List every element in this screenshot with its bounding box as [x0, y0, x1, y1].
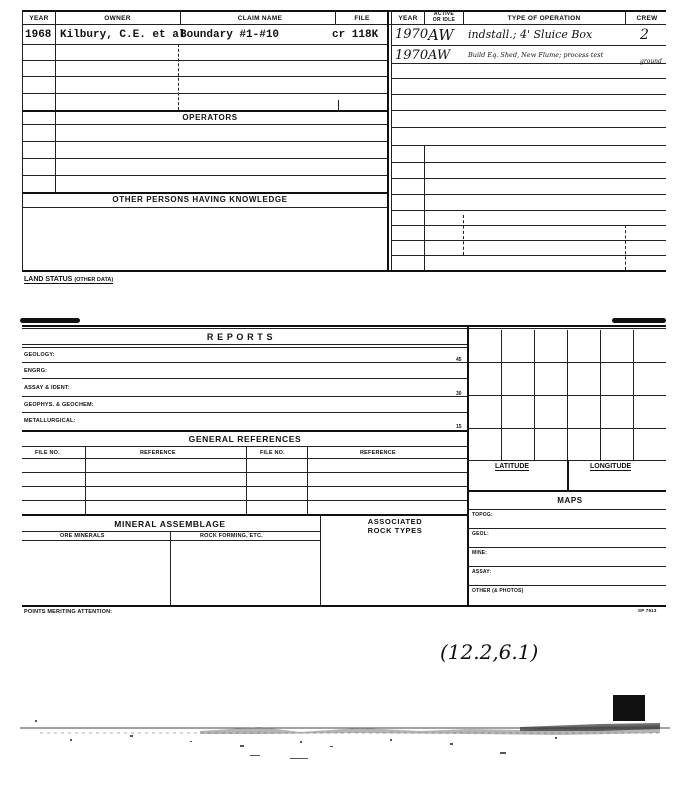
header-crew: CREW: [636, 15, 658, 22]
header-active-label: ACTIVE: [433, 11, 455, 17]
maps-mine: MINE:: [472, 550, 488, 556]
other-persons-heading: OTHER PERSONS HAVING KNOWLEDGE: [112, 195, 288, 204]
operation-2-note: ground: [640, 58, 662, 65]
operation-1-status: AW: [428, 26, 454, 44]
operation-2-status: AW: [428, 48, 451, 63]
header-or-idle-label: OR IDLE: [432, 17, 456, 23]
maps-assay: ASSAY:: [472, 569, 492, 575]
points-meriting-attention: POINTS MERITING ATTENTION:: [24, 609, 113, 615]
header-year: YEAR: [29, 15, 49, 22]
general-references-heading: GENERAL REFERENCES: [188, 434, 302, 444]
mineral-assemblage-heading: MINERAL ASSEMBLAGE: [114, 519, 226, 529]
report-geology: GEOLOGY:: [24, 352, 55, 358]
latitude-label: LATITUDE: [495, 463, 530, 470]
operation-1-year: 1970: [395, 27, 429, 42]
form-number: SP 7513: [638, 608, 657, 613]
report-geophys: GEOPHYS. & GEOCHEM:: [24, 402, 94, 408]
longitude-label: LONGITUDE: [590, 463, 632, 470]
land-status-sub: (OTHER DATA): [74, 277, 114, 283]
report-metallurgical-num: 15: [456, 424, 462, 430]
maps-geol: GEOL:: [472, 531, 489, 537]
header-file: FILE: [354, 15, 370, 22]
claim-year: 1968: [25, 29, 52, 41]
claim-owner: Kilbury, C.E. et al: [60, 29, 186, 41]
associated-label: ASSOCIATED: [367, 517, 423, 526]
associated-rock-types-heading: [330, 517, 460, 535]
header-active-or-idle: [426, 11, 462, 23]
scan-noise-graphic: [0, 715, 678, 775]
claim-name: Boundary #1-#10: [180, 29, 280, 41]
operation-1-crew: 2: [640, 27, 649, 43]
report-assay: ASSAY & IDENT:: [24, 385, 70, 391]
report-geology-num: 45: [456, 357, 462, 363]
rock-types-label: ROCK TYPES: [367, 526, 423, 535]
ref-file-no-1: FILE NO.: [35, 450, 60, 456]
ref-file-no-2: FILE NO.: [260, 450, 285, 456]
ref-reference-2: REFERENCE: [360, 450, 396, 456]
ref-reference-1: REFERENCE: [140, 450, 176, 456]
header-claim-name: CLAIM NAME: [237, 15, 283, 22]
header-year-2: YEAR: [398, 15, 418, 22]
rock-forming-header: ROCK FORMING, ETC.: [200, 533, 263, 539]
land-status-text: LAND STATUS: [24, 276, 73, 283]
operation-1-type: indstall.; 4' Sluice Box: [468, 28, 593, 41]
header-type-of-operation: TYPE OF OPERATION: [507, 15, 581, 22]
ore-minerals-header: ORE MINERALS: [60, 533, 105, 539]
operators-heading: OPERATORS: [182, 113, 238, 122]
operation-2-type: Build Eq. Shed, New Flume; process test: [468, 51, 604, 59]
maps-other: OTHER (& PHOTOS): [472, 588, 524, 594]
report-metallurgical: METALLURGICAL:: [24, 418, 76, 424]
operation-2-year: 1970: [395, 48, 429, 63]
maps-topog: TOPOG:: [472, 512, 493, 518]
claim-file: cr 118K: [332, 29, 379, 41]
maps-heading: MAPS: [557, 496, 583, 505]
report-engrg: ENGRG:: [24, 368, 48, 374]
land-status-label: [24, 276, 113, 284]
report-assay-num: 30: [456, 391, 462, 397]
reports-heading: R E P O R T S: [206, 332, 274, 342]
coordinates-note: (12.2,6.1): [440, 640, 539, 664]
header-owner: OWNER: [104, 15, 131, 22]
